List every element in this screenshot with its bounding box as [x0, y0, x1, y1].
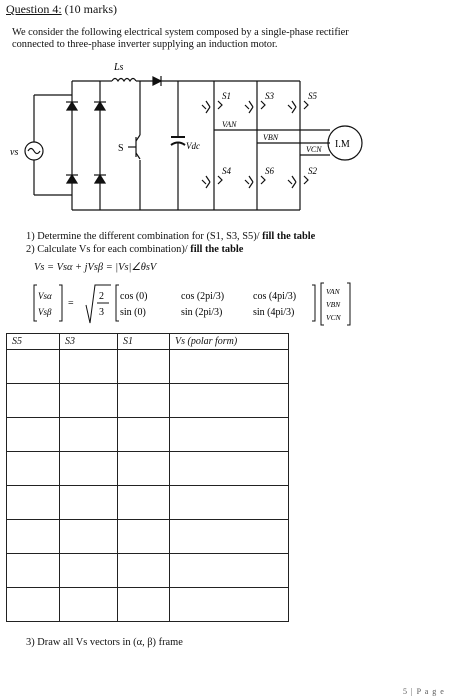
- question-marks: (10 marks): [64, 2, 117, 16]
- table-cell[interactable]: [60, 588, 118, 622]
- table-row: [7, 520, 289, 554]
- matrix-rhs-bn: VBN: [326, 300, 341, 309]
- table-row: [7, 554, 289, 588]
- table-cell[interactable]: [7, 588, 60, 622]
- intro-line-2: connected to three-phase inverter supplying an induction motor.: [12, 39, 278, 50]
- matrix-rhs-cn: VCN: [326, 313, 341, 322]
- table-row: [7, 452, 289, 486]
- table-cell[interactable]: [7, 418, 60, 452]
- matrix-cell-2-3: sin (4pi/3): [253, 307, 295, 318]
- table-row: [7, 418, 289, 452]
- source-label: vs: [10, 147, 19, 158]
- table-cell[interactable]: [118, 418, 170, 452]
- table-cell[interactable]: [60, 486, 118, 520]
- table-cell[interactable]: [118, 520, 170, 554]
- task-list: [26, 230, 315, 256]
- matrix-lhs-bottom: Vsβ: [38, 307, 52, 317]
- matrix-cell-1-1: cos (0): [120, 291, 148, 302]
- table-cell[interactable]: [60, 554, 118, 588]
- question-heading: [6, 2, 117, 17]
- switch-label-bottom-3: S2: [308, 166, 317, 176]
- table-header-row: [7, 334, 289, 350]
- switch-label-top-2: S3: [265, 91, 274, 101]
- task-3-text: Draw all Vs vectors in (α, β) frame: [37, 637, 183, 648]
- table-body: [7, 350, 289, 622]
- space-vector-formula: Vs = Vsα + jVsβ = |Vs|∠θsV: [34, 262, 157, 273]
- table-cell[interactable]: [170, 418, 289, 452]
- coefficient-denominator: 3: [99, 307, 104, 318]
- task-1-bold: fill the table: [262, 231, 316, 242]
- matrix-rhs-an: VAN: [326, 287, 340, 296]
- inductor: [112, 79, 136, 82]
- circuit-diagram: [0, 55, 457, 230]
- table-cell[interactable]: [60, 452, 118, 486]
- switch-label-bottom-2: S6: [265, 166, 274, 176]
- table-cell[interactable]: [118, 588, 170, 622]
- table-cell[interactable]: [170, 554, 289, 588]
- table-cell[interactable]: [170, 350, 289, 384]
- table-cell[interactable]: [118, 384, 170, 418]
- col-header-vs: Vs (polar form): [170, 334, 289, 350]
- page-number: 5 | P a g e: [403, 687, 445, 696]
- inductor-label: Ls: [114, 62, 124, 73]
- task-3-number: 3): [26, 637, 35, 648]
- table-cell[interactable]: [118, 452, 170, 486]
- matrix-cell-2-1: sin (0): [120, 307, 146, 318]
- table-cell[interactable]: [170, 486, 289, 520]
- matrix-cell-1-2: cos (2pi/3): [181, 291, 225, 302]
- col-header-s5: S5: [7, 334, 60, 350]
- intro-line-1: We consider the following electrical system composed by a single-phase rectifier: [12, 27, 349, 38]
- table-cell[interactable]: [60, 520, 118, 554]
- switching-table: [6, 333, 289, 622]
- top-igbt-group: [202, 101, 308, 113]
- col-header-s1: S1: [118, 334, 170, 350]
- task-2-text: Calculate Vs for each combination)/: [37, 244, 188, 255]
- table-cell[interactable]: [60, 350, 118, 384]
- table-cell[interactable]: [170, 452, 289, 486]
- table-cell[interactable]: [7, 520, 60, 554]
- question-label: Question 4:: [6, 2, 62, 16]
- task-2-bold: fill the table: [190, 244, 244, 255]
- capacitor-label: Vdc: [186, 141, 200, 151]
- switch-label: S: [118, 143, 124, 154]
- table-cell[interactable]: [7, 554, 60, 588]
- table-cell[interactable]: [170, 588, 289, 622]
- matrix-lhs-top: Vsα: [38, 291, 52, 301]
- coefficient-numerator: 2: [99, 291, 104, 302]
- matrix-cell-1-3: cos (4pi/3): [253, 291, 297, 302]
- voltage-label-an: VAN: [222, 120, 237, 129]
- matrix-cell-2-2: sin (2pi/3): [181, 307, 223, 318]
- table-cell[interactable]: [118, 486, 170, 520]
- table-cell[interactable]: [118, 554, 170, 588]
- motor-label: I.M: [335, 139, 350, 150]
- task-3: [26, 637, 183, 648]
- table-cell[interactable]: [7, 452, 60, 486]
- table-cell[interactable]: [60, 418, 118, 452]
- table-cell[interactable]: [60, 384, 118, 418]
- bottom-igbt-group: [202, 176, 308, 188]
- table-cell[interactable]: [170, 384, 289, 418]
- switch-label-top-1: S1: [222, 91, 231, 101]
- task-1-text: Determine the different combination for (S1, S3, S5)/: [37, 231, 260, 242]
- task-1-number: 1): [26, 231, 35, 242]
- task-1: [26, 230, 315, 243]
- switch-label-top-3: S5: [308, 91, 317, 101]
- voltage-label-cn: VCN: [306, 145, 322, 154]
- table-cell[interactable]: [118, 350, 170, 384]
- task-2-number: 2): [26, 244, 35, 255]
- table-cell[interactable]: [7, 384, 60, 418]
- equals-sign: =: [68, 298, 74, 309]
- table-row: [7, 588, 289, 622]
- table-cell[interactable]: [7, 350, 60, 384]
- table-cell[interactable]: [170, 520, 289, 554]
- table-row: [7, 350, 289, 384]
- transformation-matrix: [33, 281, 353, 327]
- col-header-s3: S3: [60, 334, 118, 350]
- table-cell[interactable]: [7, 486, 60, 520]
- task-2: [26, 243, 315, 256]
- voltage-label-bn: VBN: [263, 133, 279, 142]
- switch-label-bottom-1: S4: [222, 166, 231, 176]
- table-row: [7, 384, 289, 418]
- table-row: [7, 486, 289, 520]
